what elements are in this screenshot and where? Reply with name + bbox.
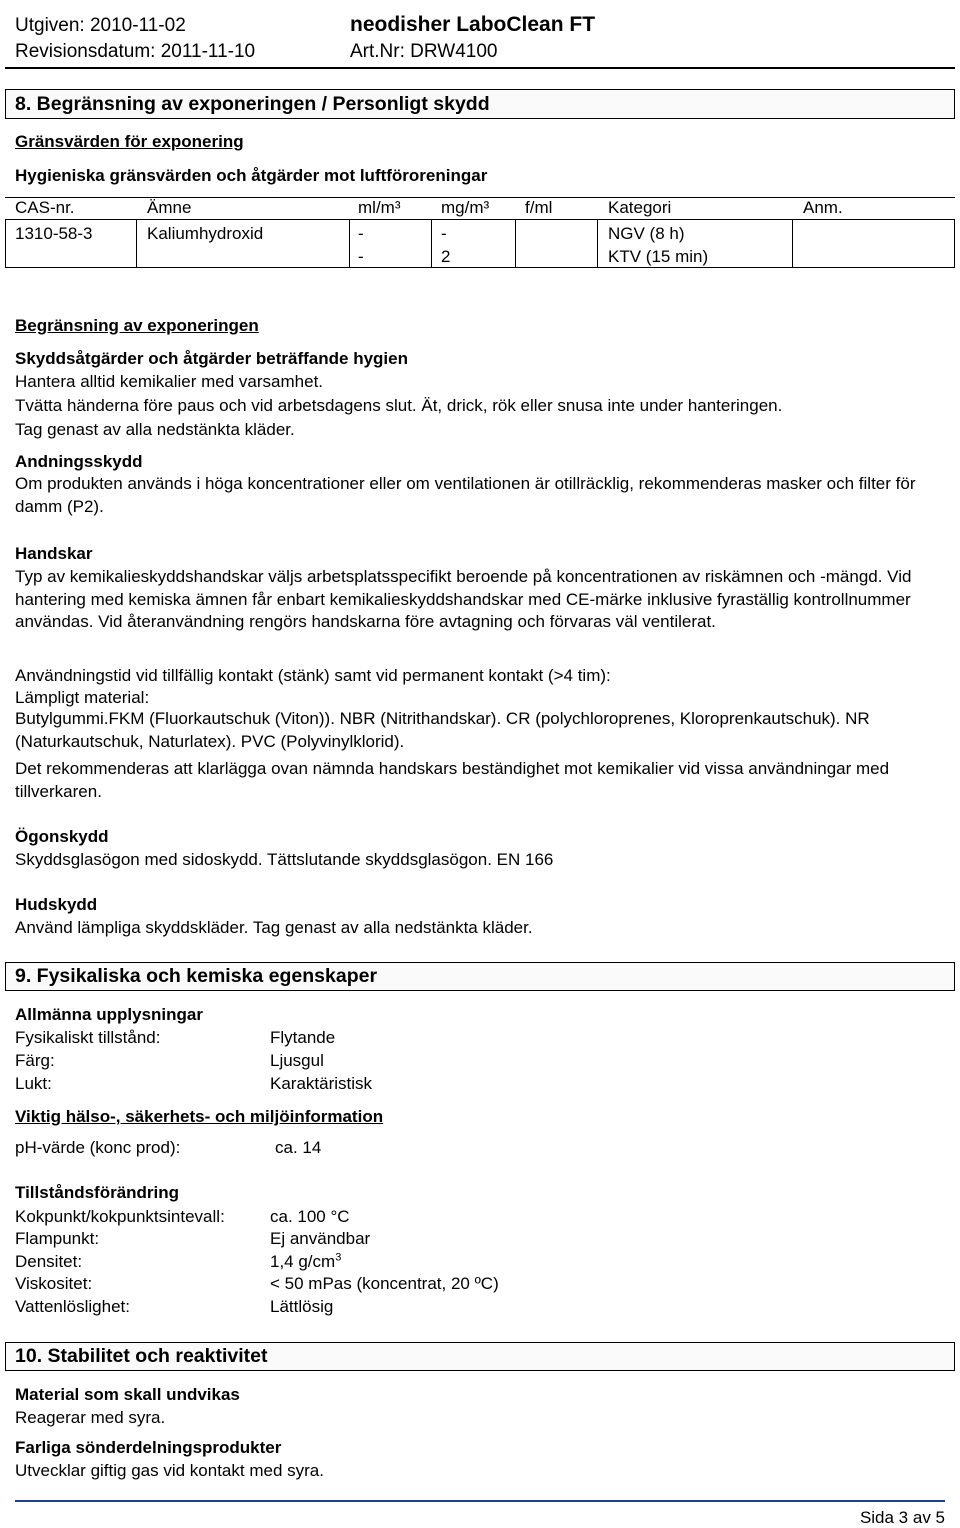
exposure-control-heading: Begränsning av exponeringen [15, 316, 259, 335]
solubility-label: Vattenlöslighet: [15, 1297, 130, 1316]
eye-protection-heading: Ögonskydd [15, 827, 109, 846]
boiling-point-label: Kokpunkt/kokpunktsintevall: [15, 1207, 225, 1226]
decomposition-heading: Farliga sönderdelningsprodukter [15, 1438, 282, 1457]
skin-protection-heading: Hudskydd [15, 895, 98, 914]
hygiene-limits-heading: Hygieniska gränsvärden och åtgärder mot luftföroreningar [15, 166, 488, 185]
ph-value: ca. 14 [275, 1138, 322, 1157]
product-name: neodisher LaboClean FT [350, 13, 596, 36]
solubility-value: Lättlösig [270, 1297, 334, 1316]
section-8-title: 8. Begränsning av exponeringen / Personligt skydd [5, 89, 955, 119]
eye-protection-text: Skyddsglasögon med sidoskydd. Tättslutande skyddsglasögon. EN 166 [15, 850, 554, 869]
density-value: 1,4 $g/cm^3$ [270, 1251, 342, 1271]
col-mg: mg/m³ [441, 198, 490, 217]
odor-label: Lukt: [15, 1074, 52, 1093]
important-info-heading: Viktig hälso-, säkerhets- och miljöinformation [15, 1107, 384, 1126]
cell-ml-2: - [358, 247, 364, 266]
cell-ml-1: - [358, 224, 364, 243]
viscosity-value: < 50 mPas (koncentrat, 20 ºC) [270, 1274, 499, 1293]
state-change-heading: Tillståndsförändring [15, 1183, 180, 1202]
hygiene-line-1: Hantera alltid kemikalier med varsamhet. [15, 372, 324, 391]
exposure-limits-heading: Gränsvärden för exponering [15, 132, 244, 151]
materials-avoid-text: Reagerar med syra. [15, 1408, 166, 1427]
density-exponent: 3 [335, 1251, 342, 1264]
viscosity-label: Viskositet: [15, 1274, 93, 1293]
state-value: Flytande [270, 1028, 336, 1047]
col-substance: Ämne [147, 198, 192, 217]
hygiene-line-2: Tvätta händerna före paus och vid arbetsdagens slut. Ät, drick, rök eller snusa inte under hanteringen. [15, 396, 783, 415]
decomposition-text: Utvecklar giftig gas vid kontakt med syra. [15, 1461, 324, 1480]
general-info-heading: Allmänna upplysningar [15, 1005, 203, 1024]
skin-protection-text: Använd lämpliga skyddskläder. Tag genast av alla nedstänkta kläder. [15, 918, 533, 937]
color-value: Ljusgul [270, 1051, 324, 1070]
recommendation-text: Det rekommenderas att klarlägga ovan nämnda handskars beständighet mot kemikalier vid vissa användningar med tillverkaren. [15, 759, 890, 801]
footer-rule [15, 1500, 945, 1502]
material-label: Lämpligt material: [15, 688, 150, 707]
cell-substance: Kaliumhydroxid [147, 224, 264, 243]
revision-date: Revisionsdatum: 2011-11-10 [15, 41, 256, 62]
color-label: Färg: [15, 1051, 55, 1070]
article-number: Art.Nr: DRW4100 [350, 41, 498, 62]
hygiene-line-3: Tag genast av alla nedstänkta kläder. [15, 420, 295, 439]
density-label: Densitet: [15, 1252, 83, 1271]
cell-mg-1: - [441, 224, 447, 243]
header-rule [5, 67, 955, 69]
section-9-title: 9. Fysikaliska och kemiska egenskaper [5, 962, 955, 991]
usage-time: Användningstid vid tillfällig kontakt (stänk) samt vid permanent kontakt (>4 tim): [15, 666, 611, 685]
boiling-point-value: ca. 100 °C [270, 1207, 350, 1226]
flash-point-label: Flampunkt: [15, 1229, 100, 1248]
respiratory-heading: Andningsskydd [15, 452, 143, 471]
flash-point-value: Ej användbar [270, 1229, 371, 1248]
col-ml: ml/m³ [358, 198, 401, 217]
cell-cas: 1310-58-3 [15, 224, 93, 243]
odor-value: Karaktäristisk [270, 1074, 373, 1093]
issue-date: Utgiven: 2010-11-02 [15, 15, 186, 36]
col-note: Anm. [803, 198, 843, 217]
hygiene-measures-heading: Skyddsåtgärder och åtgärder beträffande hygien [15, 349, 408, 368]
col-category: Kategori [608, 198, 672, 217]
ph-label: pH-värde (konc prod): [15, 1138, 181, 1157]
material-text: Butylgummi.FKM (Fluorkautschuk (Viton)). NBR (Nitrithandskar). CR (polychloroprenes, Kloroprenkautschuk). NR (Naturkautschuk, Naturlatex). PVC (Polyvinylklorid). [15, 709, 870, 751]
gloves-text: Typ av kemikalieskyddshandskar väljs arbetsplatsspecifikt beroende på koncentrationen av riskämnen och -mängd. Vid hantering med kemiska ämnen får enbart kemikalieskyddshandskar med CE-märke inklusive fyraställig kontrollnummer användas. Vid återanvändning rengörs handskarna före avtagning och förvaras väl ventilerat. [15, 567, 912, 631]
section-10-title: 10. Stabilitet och reaktivitet [5, 1342, 955, 1371]
respiratory-text: Om produkten används i höga koncentrationer eller om ventilationen är otillräcklig, rekommenderas masker och filter för damm (P2). [15, 474, 916, 516]
col-fml: f/ml [525, 198, 553, 217]
state-label: Fysikaliskt tillstånd: [15, 1028, 161, 1047]
page-number: Sida 3 av 5 [859, 1508, 945, 1527]
col-cas: CAS-nr. [15, 198, 75, 217]
cell-category-1: NGV (8 h) [608, 224, 685, 243]
cell-mg-2: 2 [441, 247, 451, 266]
cell-category-2: KTV (15 min) [608, 247, 709, 266]
gloves-heading: Handskar [15, 544, 93, 563]
materials-avoid-heading: Material som skall undvikas [15, 1385, 240, 1404]
